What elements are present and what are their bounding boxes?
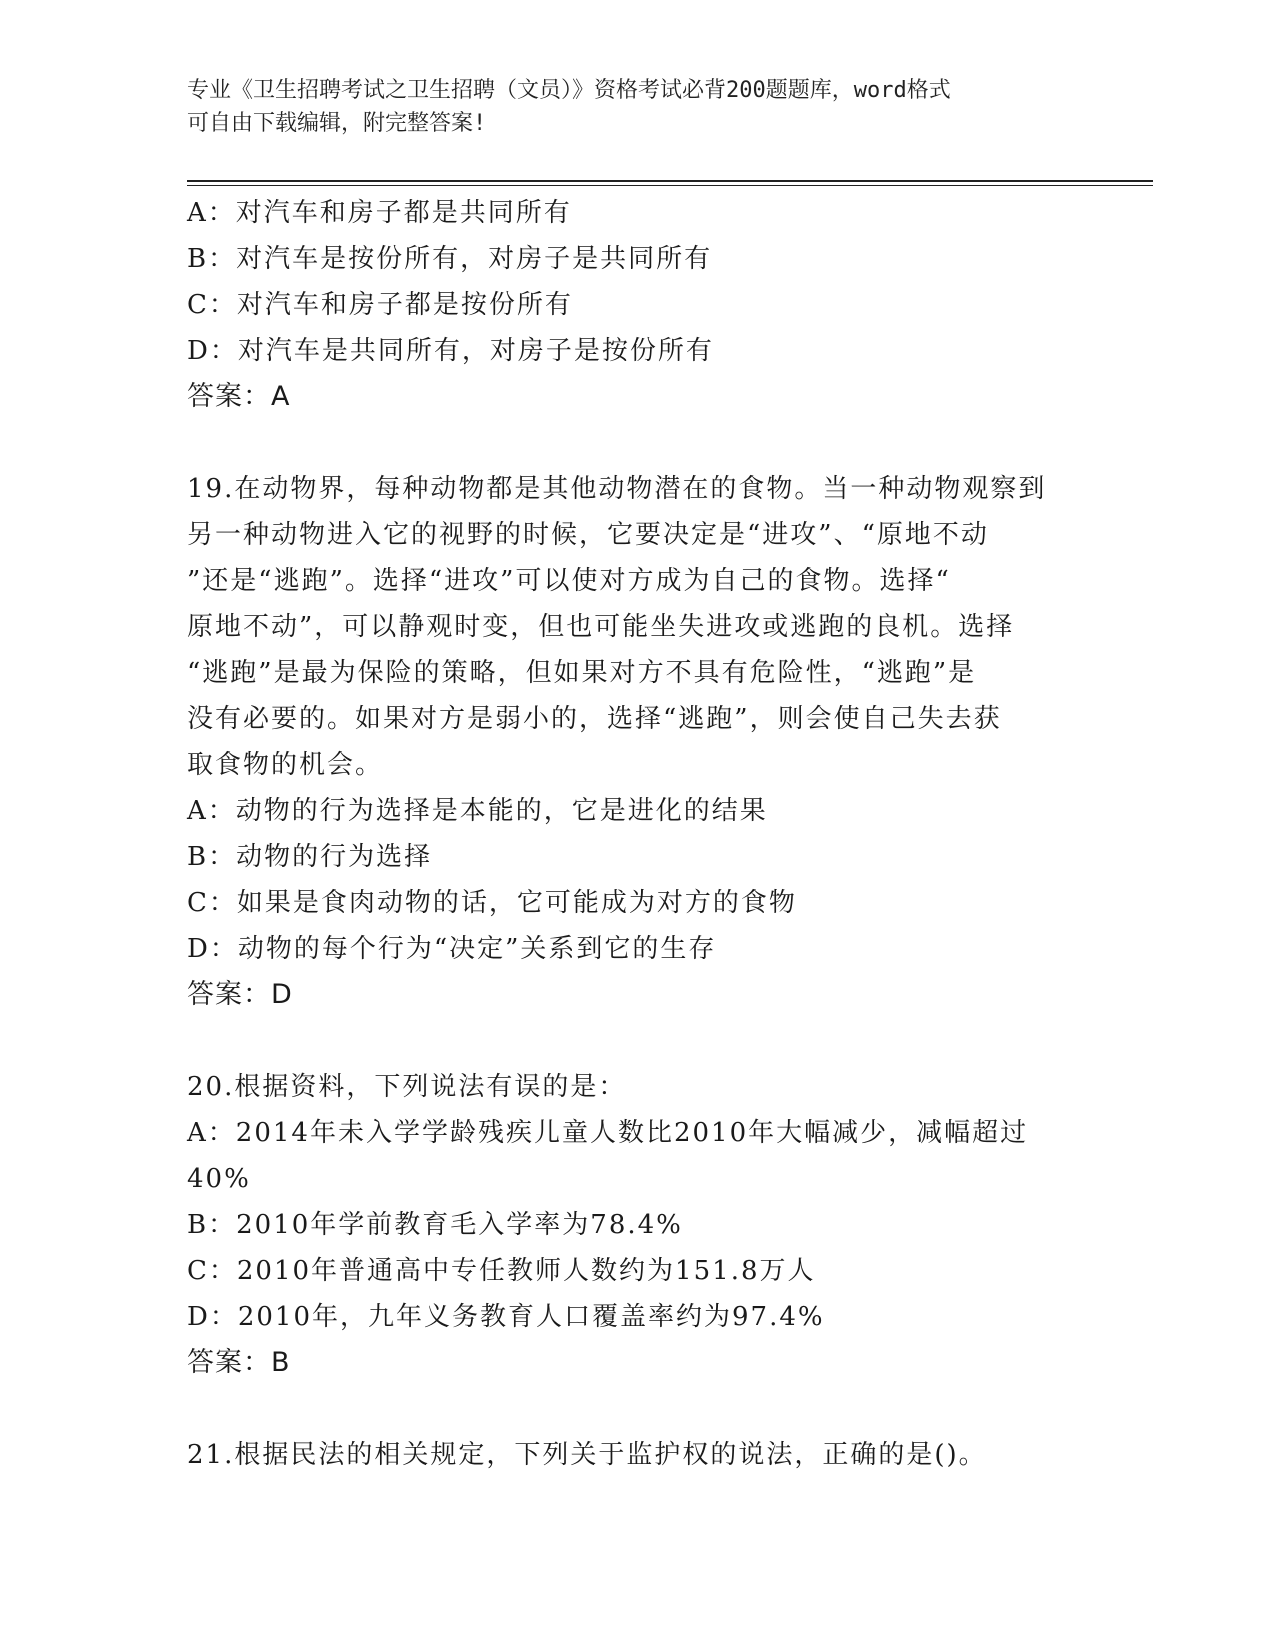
option-b: B：对汽车是按份所有，对房子是共同所有 <box>187 244 713 274</box>
option-c: C：如果是食肉动物的话，它可能成为对方的食物 <box>187 888 797 918</box>
question-line: 原地不动”，可以静观时变，但也可能坐失进攻或逃跑的良机。选择 <box>187 612 1015 642</box>
document-header <box>187 74 1087 140</box>
header-line-1: 专业《卫生招聘考试之卫生招聘（文员）》资格考试必背200题题库，word格式 <box>187 78 951 103</box>
option-c: C：2010年普通高中专任教师人数约为151.8万人 <box>187 1256 816 1286</box>
question-21-text: 21.根据民法的相关规定，下列关于监护权的说法，正确的是()。 <box>187 1440 987 1470</box>
option-d: D：2010年，九年义务教育人口覆盖率约为97.4% <box>187 1302 825 1332</box>
answer-19: 答案：D <box>187 979 293 1010</box>
question-line: ”还是“逃跑”。选择“进攻”可以使对方成为自己的食物。选择“ <box>187 566 951 596</box>
option-b: B：2010年学前教育毛入学率为78.4% <box>187 1210 683 1240</box>
question-19-options <box>187 788 1087 972</box>
header-rule-thick <box>187 180 1153 182</box>
spacer <box>187 420 1087 466</box>
option-a: A：动物的行为选择是本能的，它是进化的结果 <box>187 796 768 826</box>
question-line: 另一种动物进入它的视野的时候，它要决定是“进攻”、“原地不动 <box>187 520 989 550</box>
question-line: “逃跑”是最为保险的策略，但如果对方不具有危险性，“逃跑”是 <box>187 658 977 688</box>
option-d: D：动物的每个行为“决定”关系到它的生存 <box>187 934 717 964</box>
option-c: C：对汽车和房子都是按份所有 <box>187 290 573 320</box>
spacer <box>187 1386 1087 1432</box>
question-list <box>187 190 1087 1478</box>
option-a: A：2014年未入学学龄残疾儿童人数比2010年大幅减少，减幅超过 <box>187 1118 1029 1148</box>
question-20-options <box>187 1110 1087 1340</box>
option-d: D：对汽车是共同所有，对房子是按份所有 <box>187 336 714 366</box>
question-line: 19.在动物界，每种动物都是其他动物潜在的食物。当一种动物观察到 <box>187 474 1047 504</box>
spacer <box>187 1018 1087 1064</box>
question-19-text <box>187 466 1087 788</box>
answer-20: 答案：B <box>187 1347 291 1378</box>
option-a: A：对汽车和房子都是共同所有 <box>187 198 572 228</box>
question-line: 取食物的机会。 <box>187 750 384 780</box>
option-a-continued: 40% <box>187 1164 251 1194</box>
question-line: 没有必要的。如果对方是弱小的，选择“逃跑”，则会使自己失去获 <box>187 704 1002 734</box>
header-rule-thin <box>187 185 1153 186</box>
question-18-options <box>187 190 1087 374</box>
option-b: B：动物的行为选择 <box>187 842 433 872</box>
answer-18: 答案：A <box>187 381 291 412</box>
question-20-text: 20.根据资料，下列说法有误的是： <box>187 1072 627 1102</box>
header-line-2: 可自由下载编辑，附完整答案! <box>187 111 487 136</box>
